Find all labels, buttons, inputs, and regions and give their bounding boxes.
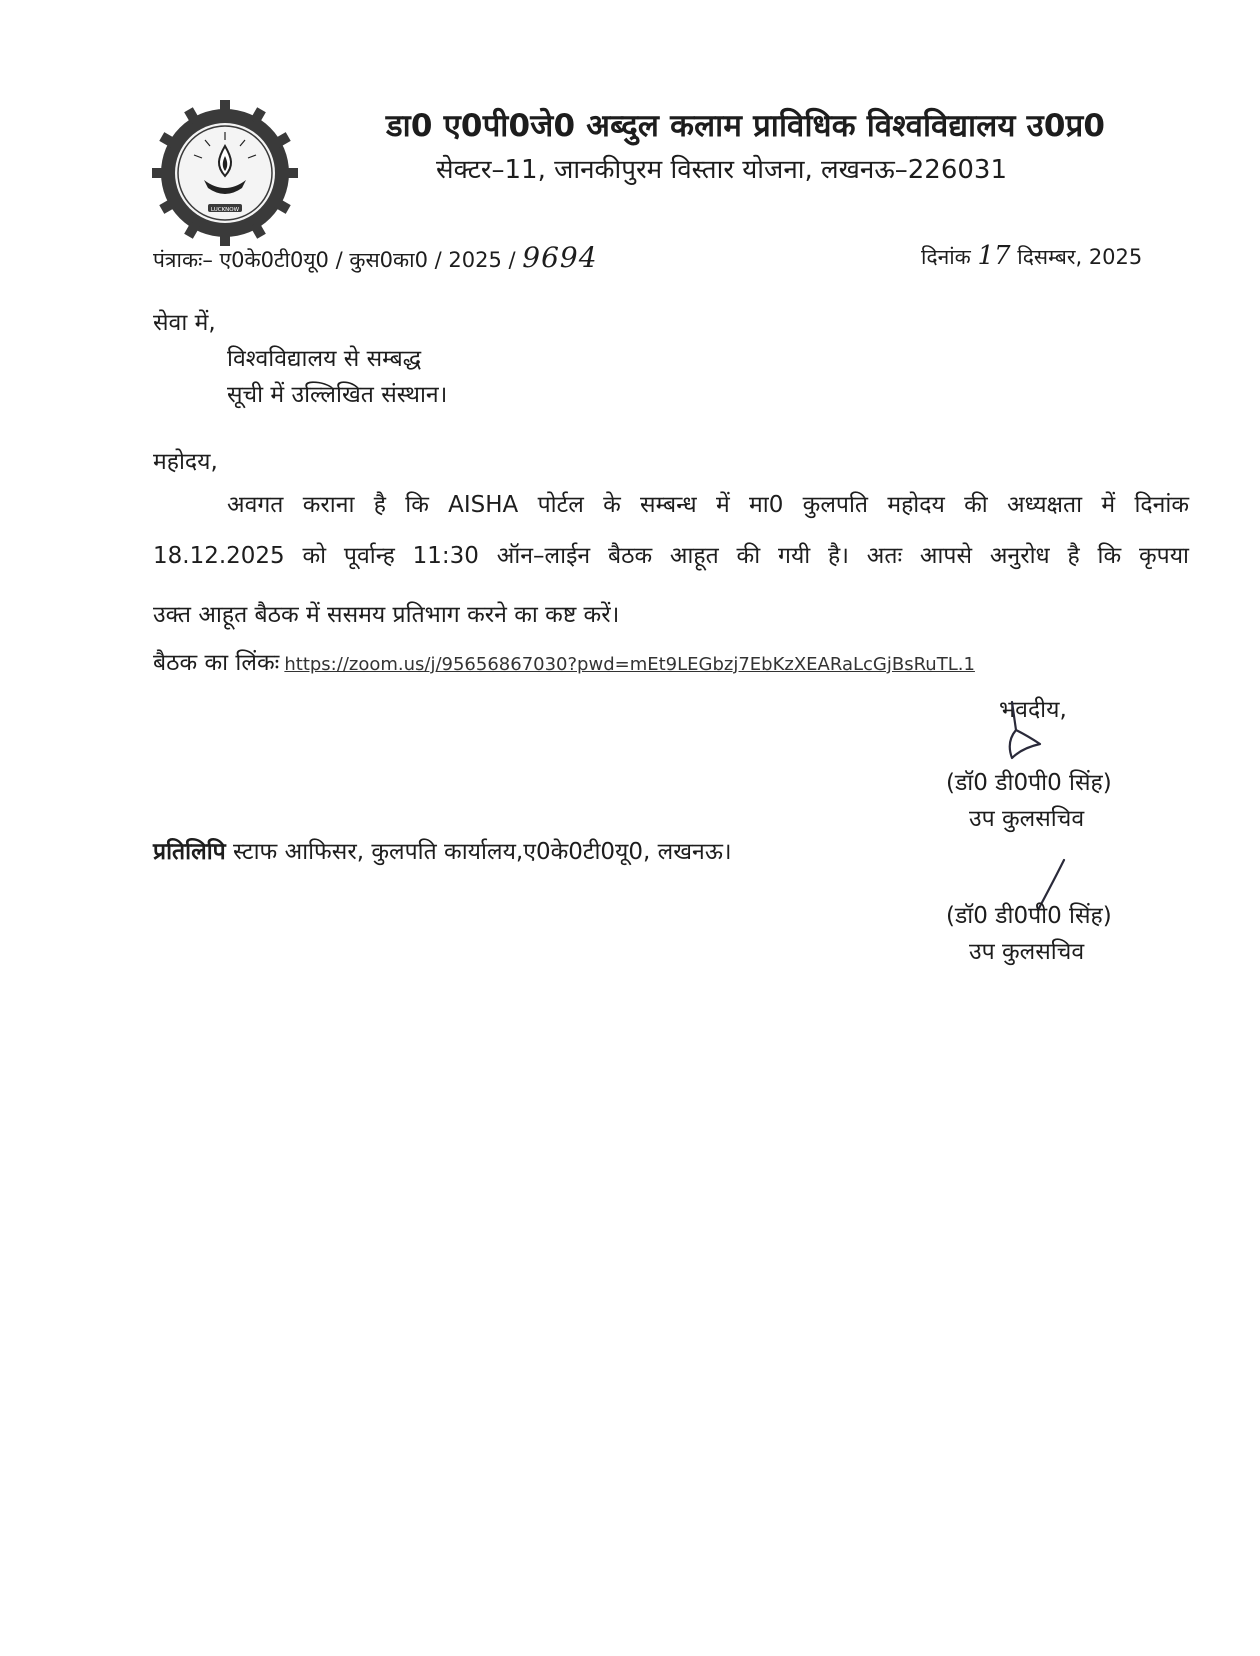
date-label-prefix: दिनांक <box>921 245 971 269</box>
body-line-3: उक्त आहूत बैठक में ससमय प्रतिभाग करने का कष्ट करें। <box>153 602 620 628</box>
copy-to <box>153 834 732 866</box>
signature-scribble-1 <box>1002 700 1052 770</box>
university-seal-icon <box>152 100 298 246</box>
university-address: सेक्टर–11, जानकीपुरम विस्तार योजना, लखनऊ–226031 <box>436 155 1008 185</box>
date-label-suffix: दिसम्बर, 2025 <box>1017 245 1143 269</box>
signatory-designation-2: उप कुलसचिव <box>969 939 1085 965</box>
body-line-1: अवगत कराना है कि AISHA पोर्टल के सम्बन्ध में मा0 कुलपति महोदय की अध्यक्षता में दिनांक <box>227 492 1189 518</box>
signatory-designation-1: उप कुलसचिव <box>969 806 1085 832</box>
signatory-name-2: (डॉ0 डी0पी0 सिंह) <box>946 903 1112 929</box>
reference-number <box>153 241 598 274</box>
letter-date <box>921 241 1142 271</box>
closing: भवदीय, <box>999 697 1067 723</box>
university-name: डा0 ए0पी0जे0 अब्दुल कलाम प्राविधिक विश्वविद्यालय उ0प्र0 <box>386 108 1106 144</box>
reference-handwritten-number: 9694 <box>522 241 598 274</box>
reference-label: पंत्राकः– ए0के0टी0यू0 / कुस0का0 / 2025 / <box>153 248 516 272</box>
addressee-salutation: सेवा में, <box>153 310 216 336</box>
addressee-line1: विश्वविद्यालय से सम्बद्ध <box>227 346 422 372</box>
copy-to-text: स्टाफ आफिसर, कुलपति कार्यालय,ए0के0टी0यू0, लखनऊ। <box>233 839 732 865</box>
greeting: महोदय, <box>153 449 218 475</box>
meeting-link-label: बैठक का लिंकः <box>153 650 280 676</box>
copy-to-label: प्रतिलिपि <box>153 839 226 865</box>
date-handwritten-day: 17 <box>977 241 1011 271</box>
meeting-link-row <box>153 645 975 677</box>
body-line-2: 18.12.2025 को पूर्वान्ह 11:30 ऑन–लाईन बैठक आहूत की गयी है। अतः आपसे अनुरोध है कि कृपया <box>153 543 1189 569</box>
seal-bottom-text: LUCKNOW <box>210 207 240 213</box>
signatory-name-1: (डॉ0 डी0पी0 सिंह) <box>946 770 1112 796</box>
addressee-line2: सूची में उल्लिखित संस्थान। <box>227 382 448 408</box>
meeting-link-url[interactable]: https://zoom.us/j/95656867030?pwd=mEt9LEGbzj7EbKzXEARaLcGjBsRuTL.1 <box>284 654 975 675</box>
